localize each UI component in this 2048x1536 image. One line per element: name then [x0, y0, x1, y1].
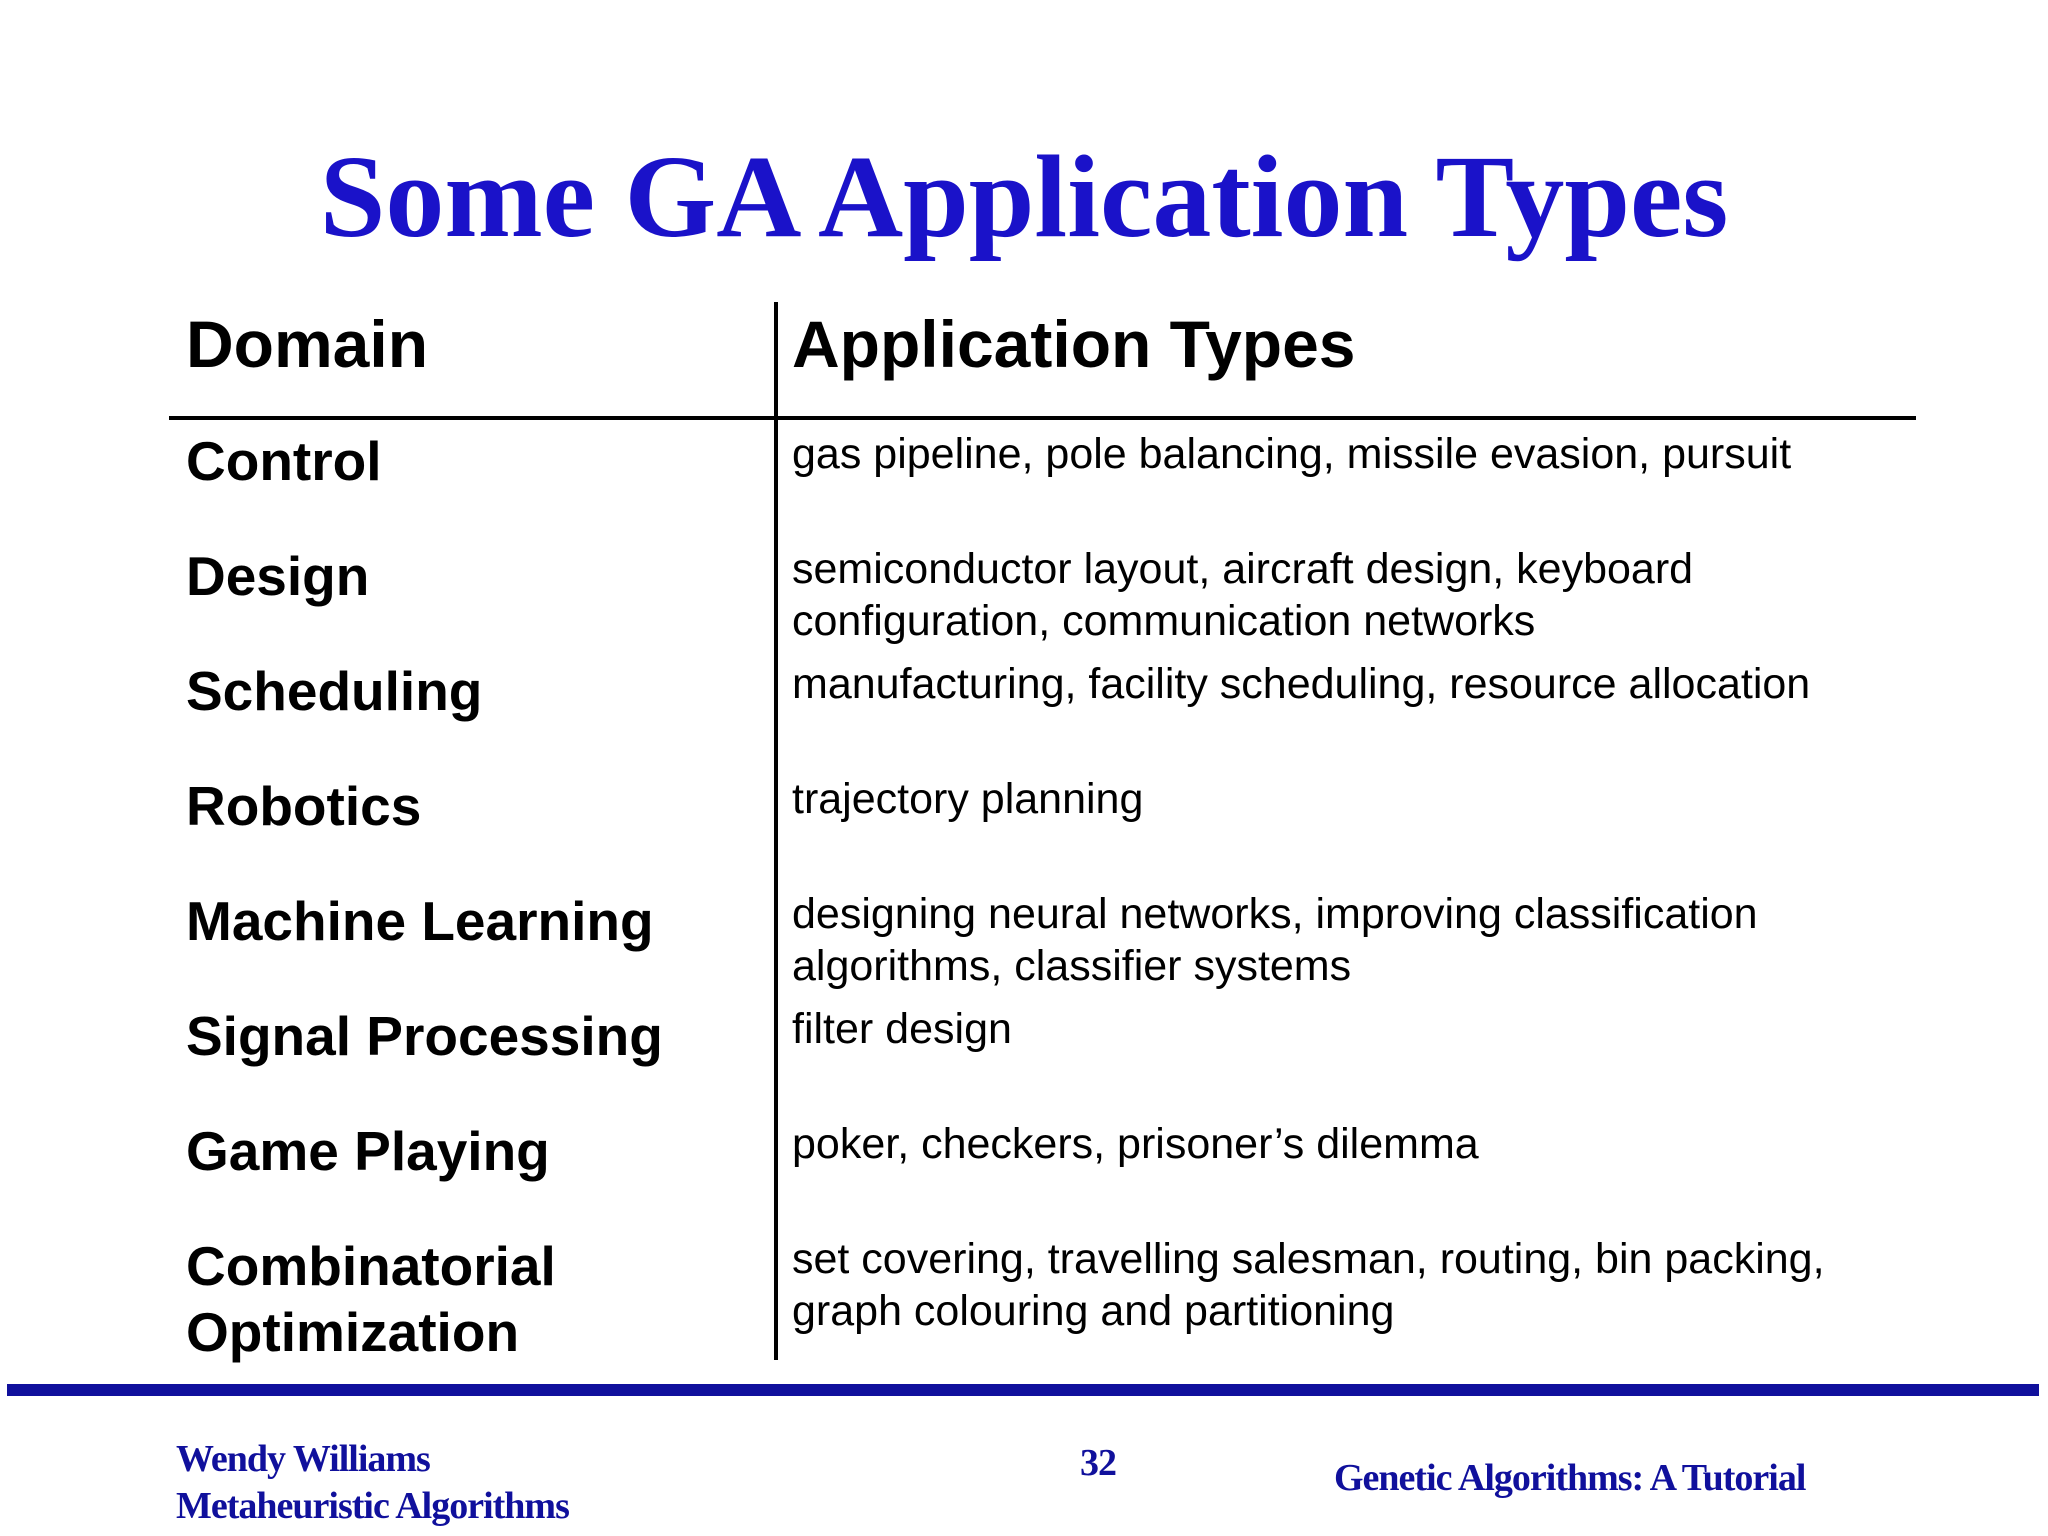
- application-cell: manufacturing, facility scheduling, resource allocation: [792, 660, 1811, 708]
- header-divider: [169, 416, 1916, 420]
- domain-cell: Machine Learning: [186, 890, 654, 952]
- footer-subtitle: Genetic Algorithms: A Tutorial: [1334, 1457, 1806, 1499]
- domain-cell: Control: [186, 430, 382, 492]
- footer-rule: [7, 1384, 2039, 1396]
- footer-course: Metaheuristic Algorithms: [176, 1485, 569, 1527]
- domain-cell: Robotics: [186, 775, 422, 837]
- domain-column-header: Domain: [186, 307, 429, 381]
- application-cell: poker, checkers, prisoner’s dilemma: [792, 1120, 1479, 1168]
- application-cell: set covering, travelling salesman, routing, bin packing, graph colouring and partitioning: [792, 1235, 1825, 1335]
- application-types-column-header: Application Types: [792, 307, 1356, 381]
- slide-title: Some GA Application Types: [319, 131, 1729, 262]
- footer-author: Wendy Williams: [176, 1438, 430, 1480]
- application-cell: gas pipeline, pole balancing, missile evasion, pursuit: [792, 430, 1792, 478]
- column-divider: [774, 302, 778, 1360]
- domain-cell: Combinatorial Optimization: [186, 1235, 556, 1363]
- domain-cell: Signal Processing: [186, 1005, 663, 1067]
- domain-cell: Game Playing: [186, 1120, 550, 1182]
- footer-left: [176, 1436, 569, 1530]
- application-cell: filter design: [792, 1005, 1012, 1053]
- page-number: 32: [1080, 1442, 1116, 1484]
- application-cell: semiconductor layout, aircraft design, keyboard configuration, communication networks: [792, 545, 1694, 645]
- application-cell: trajectory planning: [792, 775, 1144, 823]
- domain-cell: Design: [186, 545, 370, 607]
- application-cell: designing neural networks, improving classification algorithms, classifier systems: [792, 890, 1758, 990]
- domain-cell: Scheduling: [186, 660, 483, 722]
